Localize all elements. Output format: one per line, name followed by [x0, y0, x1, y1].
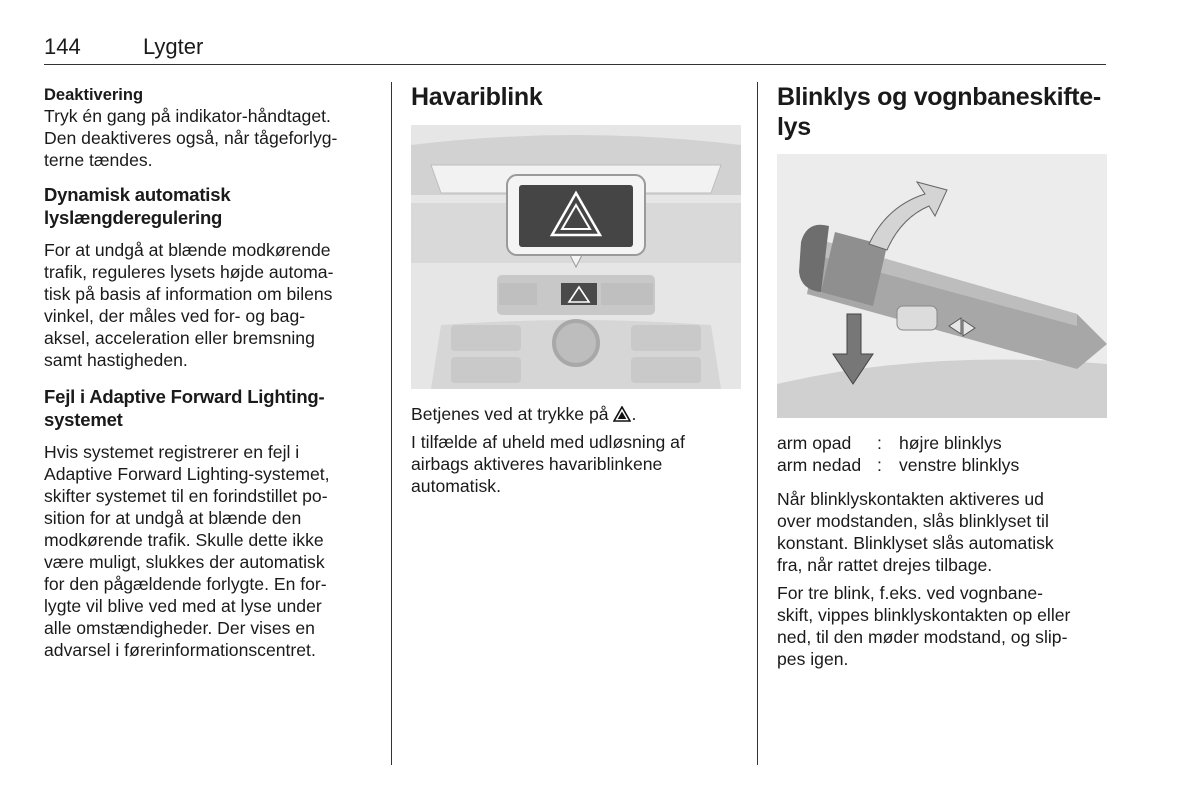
hazard-instruction — [411, 403, 741, 425]
turn-signal-heading: Blinklys og vognbaneskifte- lys — [777, 83, 1101, 141]
column-divider-2 — [757, 82, 758, 765]
column-divider-1 — [391, 82, 392, 765]
arm-up-label: arm opad — [777, 433, 852, 453]
arm-down-colon: : — [877, 455, 882, 475]
afl-fault-heading: Fejl i Adaptive Forward Lighting- systemet — [44, 386, 325, 430]
arm-up-value: højre blinklys — [899, 433, 1002, 453]
arm-up-row — [777, 432, 1107, 454]
deactivation-heading: Deaktivering — [44, 86, 144, 104]
hazard-airbag-text: I tilfælde af uheld med udløsning af airbags aktiveres havariblinkene automatisk. — [411, 432, 685, 496]
arm-up-colon: : — [877, 433, 882, 453]
hazard-instruction-end: . — [631, 404, 637, 424]
turn-signal-text-2: For tre blink, f.eks. ved vognbane- skift, vippes blinklyskontakten op eller ned, til den møder modstand, og slip- pes igen. — [777, 583, 1071, 669]
afl-fault-text: Hvis systemet registrerer en fejl i Adaptive Forward Lighting-systemet, skifter systemet til en forindstillet po- sition for at undgå at blænde den modkørende trafik. Skulle dette ikke være muligt, slukkes der automatisk for den pågældende forlygte. En for- lygte vil blive ved med at lyse under alle omstændigheder. Der vises en advarsel i førerinformationscentret. — [44, 442, 330, 660]
column-2 — [411, 82, 741, 497]
turn-signal-lever-illustration — [777, 154, 1107, 418]
arm-directions — [777, 432, 1107, 476]
dynamic-leveling-text: For at undgå at blænde modkørende trafik, reguleres lysets højde automa- tisk på basis af information om bilens vinkel, der måles ved for- og bag- aksel, acceleration eller bremsning samt hastigheden. — [44, 240, 334, 370]
header-rule — [44, 64, 1106, 65]
hazard-instruction-text: Betjenes ved at trykke på — [411, 404, 614, 424]
dynamic-leveling-heading: Dynamisk automatisk lyslængderegulering — [44, 184, 231, 228]
arm-down-label: arm nedad — [777, 455, 862, 475]
hazard-switch-illustration — [411, 125, 741, 389]
turn-signal-text-1: Når blinklyskontakten aktiveres ud over modstanden, slås blinklyset til konstant. Blinklyset slås automatisk fra, når rattet drejes tilbage. — [777, 489, 1054, 575]
column-1 — [44, 85, 374, 661]
page-number: 144 — [44, 34, 81, 59]
arm-down-row — [777, 454, 1107, 476]
deactivation-text: Tryk én gang på indikator-håndtaget. Den deaktiveres også, når tågeforlyg- terne tændes. — [44, 106, 338, 170]
hazard-heading: Havariblink — [411, 83, 543, 111]
arm-down-value: venstre blinklys — [899, 455, 1020, 475]
column-3 — [777, 82, 1107, 670]
section-title: Lygter — [143, 34, 204, 59]
hazard-triangle-icon — [613, 406, 631, 422]
